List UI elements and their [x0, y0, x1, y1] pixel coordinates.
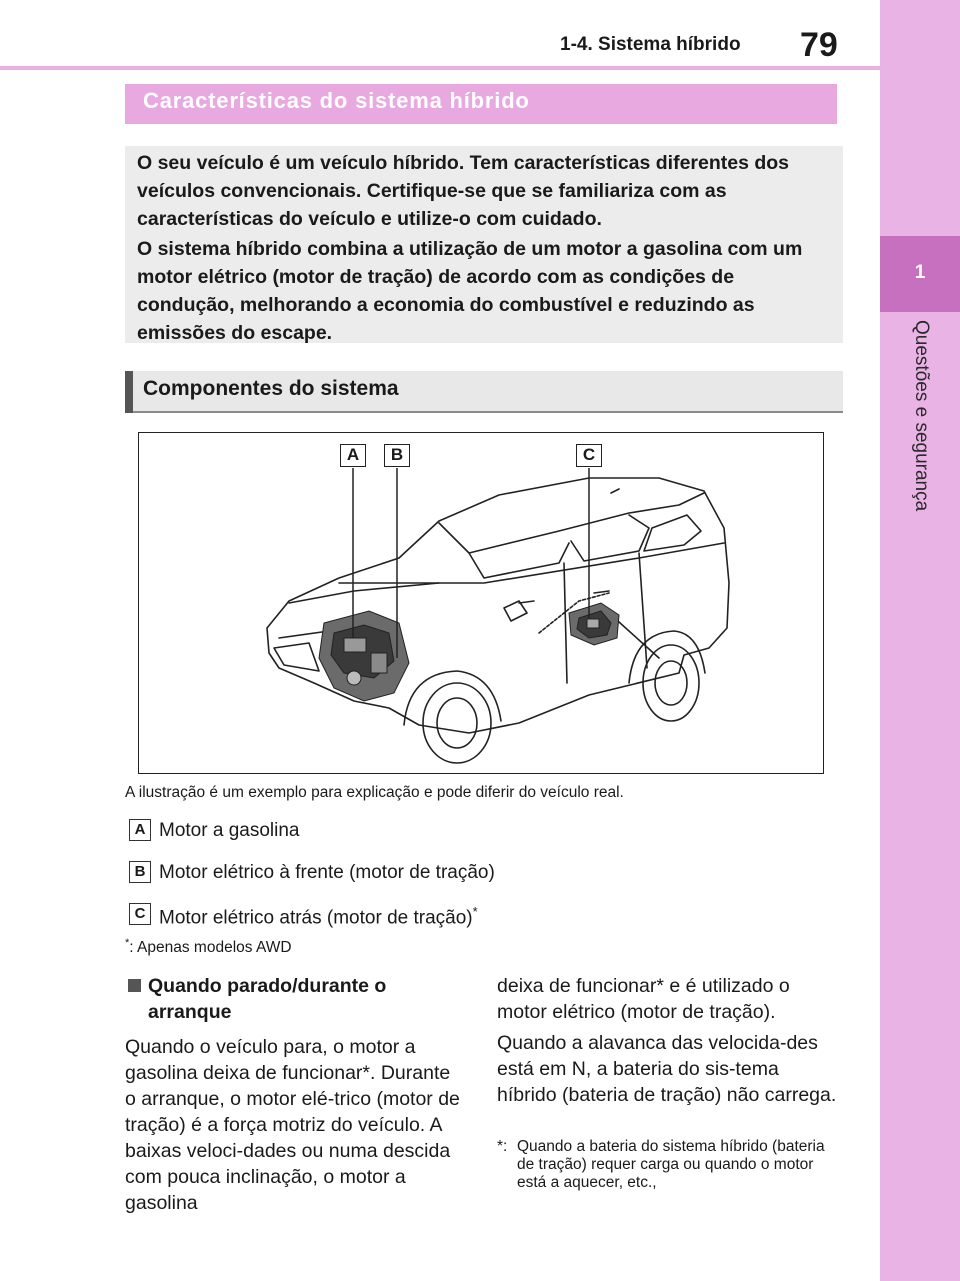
chapter-side-tab: [880, 0, 960, 1281]
intro-paragraph-1: O seu veículo é um veículo híbrido. Tem características diferentes dos veículos convencionais. Certifique-se que se familiariza com as características do veículo e utilize-o com cuidado.: [137, 152, 790, 230]
legend-text-c: [159, 904, 478, 929]
right-column-text-1: deixa de funcionar* e é utilizado o motor elétrico (motor de tração).: [497, 975, 790, 1023]
callout-c: C: [576, 444, 602, 467]
intro-paragraph-2: O sistema híbrido combina a utilização de um motor a gasolina com um motor elétrico (motor de tração) de acordo com as condições de condução, melhorando a economia do combustível e reduzindo as emissões do escape.: [137, 238, 803, 344]
footnote-text: : Apenas modelos AWD: [129, 939, 292, 957]
section-header: 1-4. Sistema híbrido: [560, 34, 741, 55]
legend-text-a: Motor a gasolina: [159, 820, 300, 841]
car-drawing: [139, 433, 822, 772]
legend-key-b: B: [129, 861, 151, 883]
callout-b: B: [384, 444, 410, 467]
legend-text-c-label: Motor elétrico atrás (motor de tração): [159, 907, 473, 929]
chapter-number: 1: [914, 262, 926, 283]
note-mark: *:: [497, 1138, 508, 1155]
callout-a: A: [340, 444, 366, 467]
header-rule: [0, 66, 880, 70]
note-text: Quando a bateria do sistema híbrido (bateria de tração) requer carga ou quando o motor está a aquecer, etc.,: [517, 1138, 825, 1191]
section-heading: Quando parado/durante o arranque: [148, 975, 387, 1023]
page-title: Características do sistema híbrido: [143, 88, 530, 113]
footnote: [125, 937, 292, 957]
components-header-accent: [125, 371, 133, 413]
legend-key-c: C: [129, 903, 151, 925]
chapter-title: Questões e segurança: [911, 320, 932, 512]
components-title: Componentes do sistema: [143, 377, 399, 400]
legend-asterisk: *: [472, 904, 478, 919]
vehicle-illustration: [138, 432, 824, 774]
left-column-text: Quando o veículo para, o motor a gasolina deixa de funcionar*. Durante o arranque, o motor elé-trico (motor de tração) é a força motriz do veículo. A baixas veloci-dades ou numa descida com pouca inclinação, o motor a gasolina: [125, 1036, 460, 1214]
legend-text-b: Motor elétrico à frente (motor de tração): [159, 862, 495, 883]
heading-bullet-square: [128, 979, 141, 992]
figure-caption: A ilustração é um exemplo para explicação e pode diferir do veículo real.: [125, 784, 624, 801]
right-column-text-2: Quando a alavanca das velocida-des está em N, a bateria do sis-tema híbrido (bateria de tração) não carrega.: [497, 1032, 837, 1106]
legend-key-a: A: [129, 819, 151, 841]
footnote-mark: *: [125, 937, 130, 949]
chapter-title-vertical: [880, 320, 960, 530]
page-number: 79: [800, 26, 838, 64]
